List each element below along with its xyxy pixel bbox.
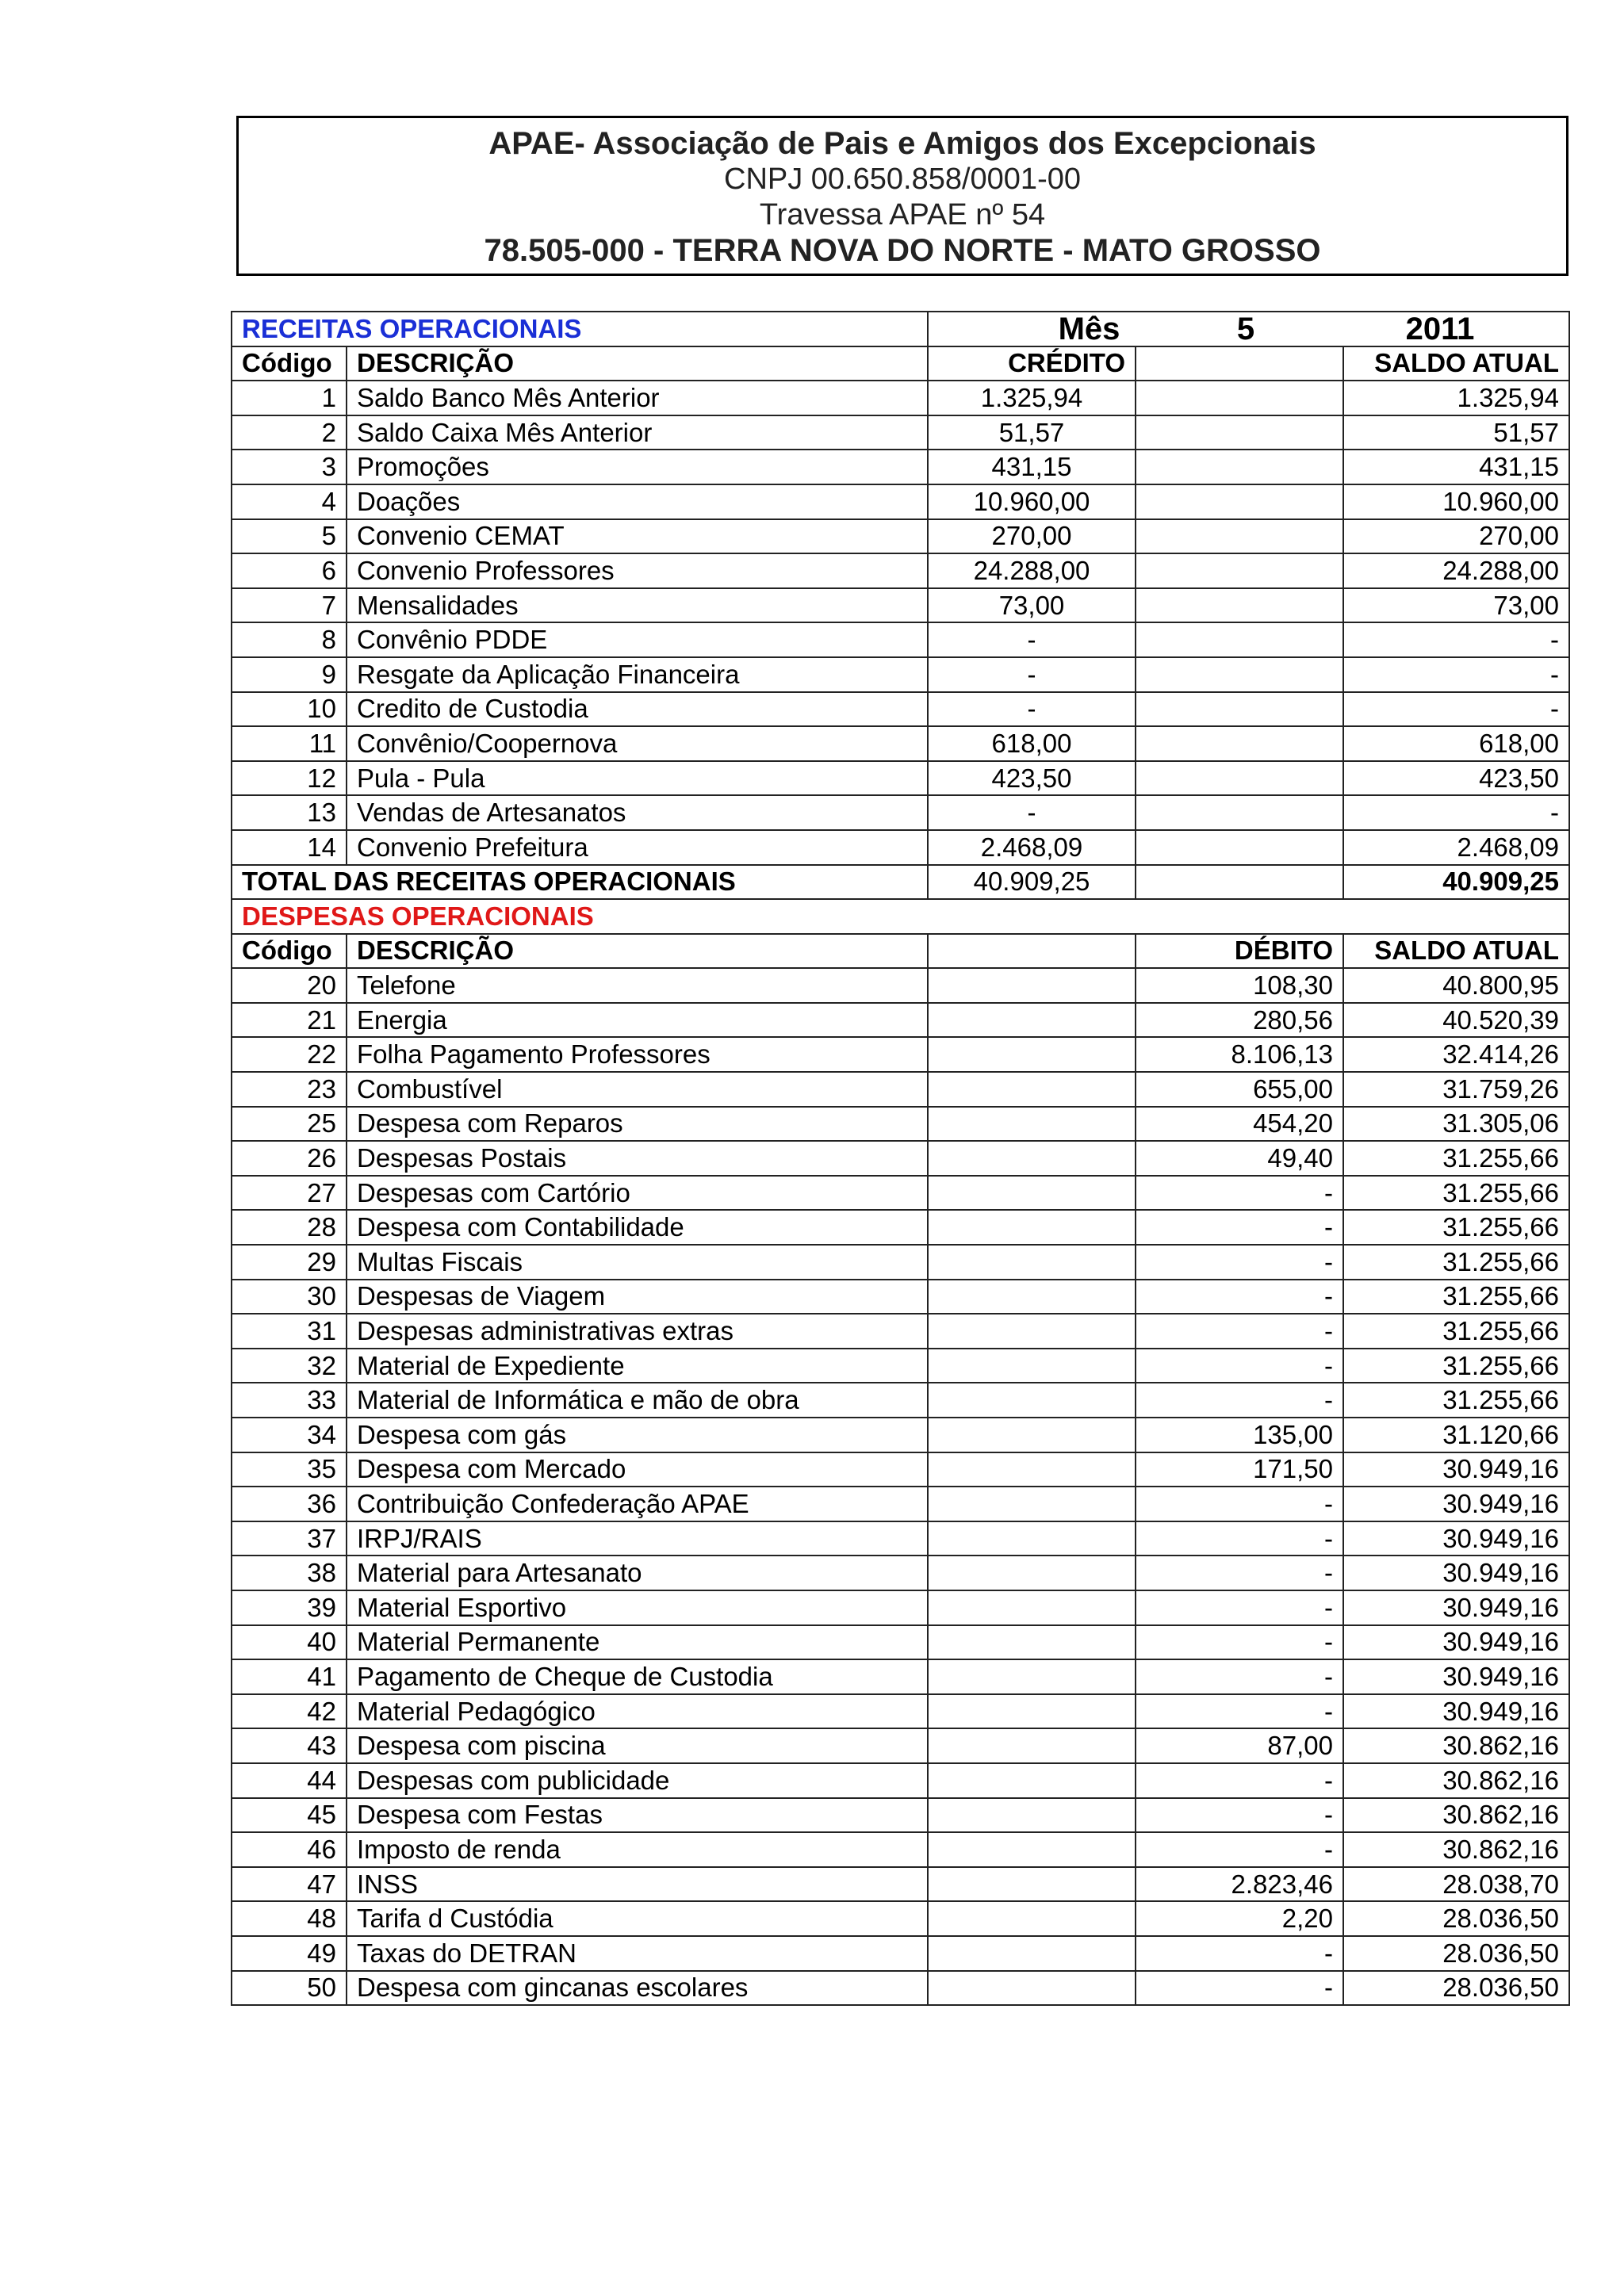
row-empty bbox=[928, 1141, 1136, 1176]
receita-row bbox=[232, 381, 1569, 415]
row-debito: - bbox=[1136, 1763, 1343, 1798]
month-label: Mês bbox=[1058, 312, 1120, 346]
org-address: Travessa APAE nº 54 bbox=[759, 198, 1046, 232]
despesa-row bbox=[232, 968, 1569, 1003]
row-code: 1 bbox=[232, 381, 347, 415]
row-debito: 171,50 bbox=[1136, 1452, 1343, 1487]
row-code: 34 bbox=[232, 1418, 347, 1452]
despesa-row bbox=[232, 1936, 1569, 1971]
despesa-row bbox=[232, 1037, 1569, 1072]
receita-row bbox=[232, 519, 1569, 554]
row-saldo: 31.255,66 bbox=[1343, 1314, 1569, 1349]
row-debito: 49,40 bbox=[1136, 1141, 1343, 1176]
receita-row bbox=[232, 830, 1569, 865]
period-cell bbox=[928, 312, 1569, 346]
row-empty bbox=[928, 1694, 1136, 1729]
despesa-row bbox=[232, 1971, 1569, 2006]
year-value: 2011 bbox=[1405, 312, 1475, 346]
row-code: 42 bbox=[232, 1694, 347, 1729]
row-saldo: 31.255,66 bbox=[1343, 1210, 1569, 1245]
row-code: 28 bbox=[232, 1210, 347, 1245]
row-empty bbox=[928, 1210, 1136, 1245]
row-code: 8 bbox=[232, 622, 347, 657]
despesa-row bbox=[232, 1832, 1569, 1867]
row-saldo: 30.949,16 bbox=[1343, 1590, 1569, 1625]
row-description: Material de Informática e mão de obra bbox=[347, 1383, 928, 1418]
receita-row bbox=[232, 692, 1569, 727]
total-credito: 40.909,25 bbox=[928, 865, 1136, 900]
row-code: 36 bbox=[232, 1487, 347, 1521]
row-description: Despesa com gincanas escolares bbox=[347, 1971, 928, 2006]
col-debito: DÉBITO bbox=[1136, 934, 1343, 969]
despesa-row bbox=[232, 1418, 1569, 1452]
row-saldo: 40.520,39 bbox=[1343, 1003, 1569, 1038]
row-empty bbox=[1136, 381, 1343, 415]
col-saldo: SALDO ATUAL bbox=[1343, 934, 1569, 969]
row-saldo: - bbox=[1343, 657, 1569, 692]
row-description: Contribuição Confederação APAE bbox=[347, 1487, 928, 1521]
row-saldo: 32.414,26 bbox=[1343, 1037, 1569, 1072]
row-saldo: 30.949,16 bbox=[1343, 1556, 1569, 1590]
row-description: Material para Artesanato bbox=[347, 1556, 928, 1590]
row-description: Multas Fiscais bbox=[347, 1245, 928, 1280]
row-code: 33 bbox=[232, 1383, 347, 1418]
row-credito: 1.325,94 bbox=[928, 381, 1136, 415]
row-saldo: 24.288,00 bbox=[1343, 553, 1569, 588]
row-empty bbox=[928, 1245, 1136, 1280]
row-code: 13 bbox=[232, 795, 347, 830]
row-description: Credito de Custodia bbox=[347, 692, 928, 727]
row-saldo: - bbox=[1343, 692, 1569, 727]
receita-row bbox=[232, 484, 1569, 519]
row-description: Convenio Prefeitura bbox=[347, 830, 928, 865]
receita-row bbox=[232, 761, 1569, 796]
row-code: 12 bbox=[232, 761, 347, 796]
row-code: 29 bbox=[232, 1245, 347, 1280]
row-debito: - bbox=[1136, 1590, 1343, 1625]
row-description: Despesa com Reparos bbox=[347, 1107, 928, 1142]
row-code: 3 bbox=[232, 450, 347, 484]
row-saldo: 423,50 bbox=[1343, 761, 1569, 796]
row-empty bbox=[928, 1003, 1136, 1038]
row-code: 6 bbox=[232, 553, 347, 588]
row-description: Pula - Pula bbox=[347, 761, 928, 796]
row-saldo: 31.120,66 bbox=[1343, 1418, 1569, 1452]
despesa-row bbox=[232, 1349, 1569, 1383]
row-description: Energia bbox=[347, 1003, 928, 1038]
row-empty bbox=[928, 1625, 1136, 1660]
total-saldo: 40.909,25 bbox=[1343, 865, 1569, 900]
total-empty bbox=[1136, 865, 1343, 900]
row-debito: 280,56 bbox=[1136, 1003, 1343, 1038]
row-debito: - bbox=[1136, 1556, 1343, 1590]
row-code: 45 bbox=[232, 1798, 347, 1833]
row-code: 7 bbox=[232, 588, 347, 623]
row-saldo: 30.949,16 bbox=[1343, 1694, 1569, 1729]
row-empty bbox=[1136, 484, 1343, 519]
row-description: Taxas do DETRAN bbox=[347, 1936, 928, 1971]
row-debito: 2.823,46 bbox=[1136, 1867, 1343, 1902]
row-debito: 8.106,13 bbox=[1136, 1037, 1343, 1072]
org-name: APAE- Associação de Pais e Amigos dos Excepcionais bbox=[488, 126, 1316, 161]
despesa-row bbox=[232, 1590, 1569, 1625]
receita-row bbox=[232, 588, 1569, 623]
row-saldo: 30.949,16 bbox=[1343, 1625, 1569, 1660]
row-saldo: 31.255,66 bbox=[1343, 1245, 1569, 1280]
row-credito: 423,50 bbox=[928, 761, 1136, 796]
organization-header bbox=[236, 116, 1568, 276]
col-empty bbox=[928, 934, 1136, 969]
row-description: Despesas de Viagem bbox=[347, 1280, 928, 1314]
row-saldo: 31.255,66 bbox=[1343, 1280, 1569, 1314]
row-saldo: 1.325,94 bbox=[1343, 381, 1569, 415]
row-saldo: 30.949,16 bbox=[1343, 1487, 1569, 1521]
row-description: Despesa com Contabilidade bbox=[347, 1210, 928, 1245]
row-description: Material Esportivo bbox=[347, 1590, 928, 1625]
row-saldo: - bbox=[1343, 795, 1569, 830]
row-debito: - bbox=[1136, 1832, 1343, 1867]
row-credito: - bbox=[928, 692, 1136, 727]
row-description: Saldo Caixa Mês Anterior bbox=[347, 415, 928, 450]
despesa-row bbox=[232, 1659, 1569, 1694]
row-saldo: 73,00 bbox=[1343, 588, 1569, 623]
row-description: Material Pedagógico bbox=[347, 1694, 928, 1729]
receitas-title-row bbox=[232, 312, 1569, 346]
row-empty bbox=[928, 1452, 1136, 1487]
despesa-row bbox=[232, 1487, 1569, 1521]
row-code: 39 bbox=[232, 1590, 347, 1625]
despesa-row bbox=[232, 1452, 1569, 1487]
row-empty bbox=[928, 1556, 1136, 1590]
row-empty bbox=[1136, 830, 1343, 865]
row-code: 22 bbox=[232, 1037, 347, 1072]
row-empty bbox=[928, 1971, 1136, 2006]
row-empty bbox=[1136, 450, 1343, 484]
total-label: TOTAL DAS RECEITAS OPERACIONAIS bbox=[232, 865, 928, 900]
row-description: Despesas com publicidade bbox=[347, 1763, 928, 1798]
row-saldo: 10.960,00 bbox=[1343, 484, 1569, 519]
row-code: 35 bbox=[232, 1452, 347, 1487]
row-empty bbox=[928, 1280, 1136, 1314]
row-empty bbox=[1136, 692, 1343, 727]
row-empty bbox=[928, 1590, 1136, 1625]
row-debito: - bbox=[1136, 1487, 1343, 1521]
row-description: Convênio PDDE bbox=[347, 622, 928, 657]
org-city: 78.505-000 - TERRA NOVA DO NORTE - MATO GROSSO bbox=[484, 233, 1321, 268]
row-saldo: 30.949,16 bbox=[1343, 1521, 1569, 1556]
despesa-row bbox=[232, 1280, 1569, 1314]
row-description: Mensalidades bbox=[347, 588, 928, 623]
row-debito: 108,30 bbox=[1136, 968, 1343, 1003]
despesa-row bbox=[232, 1521, 1569, 1556]
row-debito: - bbox=[1136, 1245, 1343, 1280]
row-debito: - bbox=[1136, 1694, 1343, 1729]
row-saldo: 28.036,50 bbox=[1343, 1971, 1569, 2006]
row-description: Folha Pagamento Professores bbox=[347, 1037, 928, 1072]
row-code: 25 bbox=[232, 1107, 347, 1142]
row-description: Material Permanente bbox=[347, 1625, 928, 1660]
row-code: 46 bbox=[232, 1832, 347, 1867]
row-code: 4 bbox=[232, 484, 347, 519]
row-description: Doações bbox=[347, 484, 928, 519]
row-saldo: 28.036,50 bbox=[1343, 1901, 1569, 1936]
receitas-column-header bbox=[232, 346, 1569, 381]
row-debito: - bbox=[1136, 1625, 1343, 1660]
row-empty bbox=[928, 1418, 1136, 1452]
row-empty bbox=[928, 968, 1136, 1003]
row-saldo: 31.255,66 bbox=[1343, 1349, 1569, 1383]
row-code: 11 bbox=[232, 726, 347, 761]
row-code: 9 bbox=[232, 657, 347, 692]
row-code: 31 bbox=[232, 1314, 347, 1349]
row-saldo: 618,00 bbox=[1343, 726, 1569, 761]
row-code: 43 bbox=[232, 1728, 347, 1763]
row-debito: 655,00 bbox=[1136, 1072, 1343, 1107]
row-description: Despesa com Mercado bbox=[347, 1452, 928, 1487]
row-debito: 87,00 bbox=[1136, 1728, 1343, 1763]
col-codigo: Código bbox=[232, 346, 347, 381]
row-empty bbox=[928, 1349, 1136, 1383]
row-empty bbox=[1136, 519, 1343, 554]
row-description: Despesas com Cartório bbox=[347, 1176, 928, 1211]
row-saldo: - bbox=[1343, 622, 1569, 657]
row-empty bbox=[928, 1037, 1136, 1072]
row-saldo: 40.800,95 bbox=[1343, 968, 1569, 1003]
receita-row bbox=[232, 726, 1569, 761]
despesa-row bbox=[232, 1728, 1569, 1763]
row-debito: - bbox=[1136, 1176, 1343, 1211]
row-empty bbox=[1136, 726, 1343, 761]
row-code: 23 bbox=[232, 1072, 347, 1107]
row-empty bbox=[928, 1107, 1136, 1142]
row-code: 2 bbox=[232, 415, 347, 450]
row-debito: - bbox=[1136, 1383, 1343, 1418]
row-empty bbox=[1136, 415, 1343, 450]
row-code: 14 bbox=[232, 830, 347, 865]
row-empty bbox=[928, 1867, 1136, 1902]
despesa-row bbox=[232, 1694, 1569, 1729]
col-descricao: DESCRIÇÃO bbox=[347, 346, 928, 381]
row-debito: - bbox=[1136, 1349, 1343, 1383]
row-debito: - bbox=[1136, 1798, 1343, 1833]
row-empty bbox=[928, 1728, 1136, 1763]
row-empty bbox=[1136, 795, 1343, 830]
row-saldo: 30.862,16 bbox=[1343, 1728, 1569, 1763]
row-saldo: 51,57 bbox=[1343, 415, 1569, 450]
row-saldo: 30.949,16 bbox=[1343, 1452, 1569, 1487]
row-empty bbox=[928, 1314, 1136, 1349]
row-debito: 2,20 bbox=[1136, 1901, 1343, 1936]
row-empty bbox=[928, 1659, 1136, 1694]
despesa-row bbox=[232, 1072, 1569, 1107]
row-description: Combustível bbox=[347, 1072, 928, 1107]
row-code: 44 bbox=[232, 1763, 347, 1798]
row-description: Despesa com Festas bbox=[347, 1798, 928, 1833]
despesas-title-row bbox=[232, 899, 1569, 934]
row-code: 10 bbox=[232, 692, 347, 727]
despesa-row bbox=[232, 1245, 1569, 1280]
despesas-title: DESPESAS OPERACIONAIS bbox=[232, 899, 1569, 934]
despesa-row bbox=[232, 1107, 1569, 1142]
row-debito: - bbox=[1136, 1659, 1343, 1694]
row-description: Imposto de renda bbox=[347, 1832, 928, 1867]
row-saldo: 270,00 bbox=[1343, 519, 1569, 554]
row-code: 21 bbox=[232, 1003, 347, 1038]
row-empty bbox=[928, 1072, 1136, 1107]
row-code: 27 bbox=[232, 1176, 347, 1211]
col-descricao: DESCRIÇÃO bbox=[347, 934, 928, 969]
receita-row bbox=[232, 657, 1569, 692]
receita-row bbox=[232, 622, 1569, 657]
row-description: Convenio Professores bbox=[347, 553, 928, 588]
row-saldo: 28.038,70 bbox=[1343, 1867, 1569, 1902]
row-debito: - bbox=[1136, 1314, 1343, 1349]
row-credito: - bbox=[928, 795, 1136, 830]
despesa-row bbox=[232, 1383, 1569, 1418]
row-empty bbox=[928, 1936, 1136, 1971]
despesa-row bbox=[232, 1625, 1569, 1660]
despesa-row bbox=[232, 1556, 1569, 1590]
row-code: 32 bbox=[232, 1349, 347, 1383]
row-credito: 10.960,00 bbox=[928, 484, 1136, 519]
row-debito: - bbox=[1136, 1280, 1343, 1314]
row-credito: 2.468,09 bbox=[928, 830, 1136, 865]
row-saldo: 31.759,26 bbox=[1343, 1072, 1569, 1107]
row-empty bbox=[1136, 657, 1343, 692]
despesa-row bbox=[232, 1003, 1569, 1038]
col-codigo: Código bbox=[232, 934, 347, 969]
row-saldo: 31.255,66 bbox=[1343, 1383, 1569, 1418]
row-saldo: 31.255,66 bbox=[1343, 1141, 1569, 1176]
row-empty bbox=[928, 1832, 1136, 1867]
row-description: INSS bbox=[347, 1867, 928, 1902]
receita-row bbox=[232, 415, 1569, 450]
row-empty bbox=[928, 1176, 1136, 1211]
row-code: 37 bbox=[232, 1521, 347, 1556]
row-description: Pagamento de Cheque de Custodia bbox=[347, 1659, 928, 1694]
row-debito: - bbox=[1136, 1971, 1343, 2006]
row-empty bbox=[928, 1383, 1136, 1418]
financial-statement-table bbox=[231, 311, 1570, 2006]
row-description: Tarifa d Custódia bbox=[347, 1901, 928, 1936]
row-empty bbox=[928, 1763, 1136, 1798]
row-credito: 73,00 bbox=[928, 588, 1136, 623]
receita-row bbox=[232, 450, 1569, 484]
row-credito: - bbox=[928, 657, 1136, 692]
despesas-column-header bbox=[232, 934, 1569, 969]
row-description: Despesa com piscina bbox=[347, 1728, 928, 1763]
despesa-row bbox=[232, 1210, 1569, 1245]
row-debito: - bbox=[1136, 1210, 1343, 1245]
row-code: 50 bbox=[232, 1971, 347, 2006]
row-code: 20 bbox=[232, 968, 347, 1003]
row-code: 5 bbox=[232, 519, 347, 554]
row-saldo: 30.862,16 bbox=[1343, 1763, 1569, 1798]
row-description: Telefone bbox=[347, 968, 928, 1003]
despesa-row bbox=[232, 1867, 1569, 1902]
row-saldo: 2.468,09 bbox=[1343, 830, 1569, 865]
despesa-row bbox=[232, 1314, 1569, 1349]
receita-row bbox=[232, 553, 1569, 588]
row-description: Saldo Banco Mês Anterior bbox=[347, 381, 928, 415]
despesa-row bbox=[232, 1176, 1569, 1211]
row-empty bbox=[1136, 761, 1343, 796]
row-description: Despesa com gás bbox=[347, 1418, 928, 1452]
row-debito: - bbox=[1136, 1521, 1343, 1556]
row-empty bbox=[928, 1798, 1136, 1833]
col-credito: CRÉDITO bbox=[928, 346, 1136, 381]
org-cnpj: CNPJ 00.650.858/0001-00 bbox=[724, 163, 1081, 196]
row-description: Material de Expediente bbox=[347, 1349, 928, 1383]
row-credito: 618,00 bbox=[928, 726, 1136, 761]
row-empty bbox=[1136, 553, 1343, 588]
receitas-title: RECEITAS OPERACIONAIS bbox=[232, 312, 928, 346]
month-value: 5 bbox=[1236, 312, 1255, 346]
row-saldo: 431,15 bbox=[1343, 450, 1569, 484]
row-code: 26 bbox=[232, 1141, 347, 1176]
despesa-row bbox=[232, 1798, 1569, 1833]
row-saldo: 30.862,16 bbox=[1343, 1832, 1569, 1867]
row-saldo: 31.255,66 bbox=[1343, 1176, 1569, 1211]
row-debito: - bbox=[1136, 1936, 1343, 1971]
row-description: Resgate da Aplicação Financeira bbox=[347, 657, 928, 692]
row-code: 47 bbox=[232, 1867, 347, 1902]
row-debito: 454,20 bbox=[1136, 1107, 1343, 1142]
row-debito: 135,00 bbox=[1136, 1418, 1343, 1452]
row-credito: 431,15 bbox=[928, 450, 1136, 484]
row-empty bbox=[928, 1901, 1136, 1936]
row-empty bbox=[1136, 588, 1343, 623]
row-code: 48 bbox=[232, 1901, 347, 1936]
row-code: 41 bbox=[232, 1659, 347, 1694]
row-description: IRPJ/RAIS bbox=[347, 1521, 928, 1556]
row-description: Despesas Postais bbox=[347, 1141, 928, 1176]
row-code: 49 bbox=[232, 1936, 347, 1971]
row-credito: - bbox=[928, 622, 1136, 657]
row-description: Despesas administrativas extras bbox=[347, 1314, 928, 1349]
despesa-row bbox=[232, 1763, 1569, 1798]
row-code: 30 bbox=[232, 1280, 347, 1314]
row-empty bbox=[928, 1487, 1136, 1521]
row-saldo: 28.036,50 bbox=[1343, 1936, 1569, 1971]
despesa-row bbox=[232, 1141, 1569, 1176]
col-empty bbox=[1136, 346, 1343, 381]
row-saldo: 31.305,06 bbox=[1343, 1107, 1569, 1142]
row-code: 40 bbox=[232, 1625, 347, 1660]
row-empty bbox=[928, 1521, 1136, 1556]
receitas-total-row bbox=[232, 865, 1569, 900]
row-description: Promoções bbox=[347, 450, 928, 484]
row-saldo: 30.949,16 bbox=[1343, 1659, 1569, 1694]
receita-row bbox=[232, 795, 1569, 830]
row-description: Convênio/Coopernova bbox=[347, 726, 928, 761]
row-credito: 270,00 bbox=[928, 519, 1136, 554]
row-credito: 51,57 bbox=[928, 415, 1136, 450]
row-credito: 24.288,00 bbox=[928, 553, 1136, 588]
col-saldo: SALDO ATUAL bbox=[1343, 346, 1569, 381]
row-description: Convenio CEMAT bbox=[347, 519, 928, 554]
row-empty bbox=[1136, 622, 1343, 657]
despesa-row bbox=[232, 1901, 1569, 1936]
row-saldo: 30.862,16 bbox=[1343, 1798, 1569, 1833]
row-description: Vendas de Artesanatos bbox=[347, 795, 928, 830]
row-code: 38 bbox=[232, 1556, 347, 1590]
